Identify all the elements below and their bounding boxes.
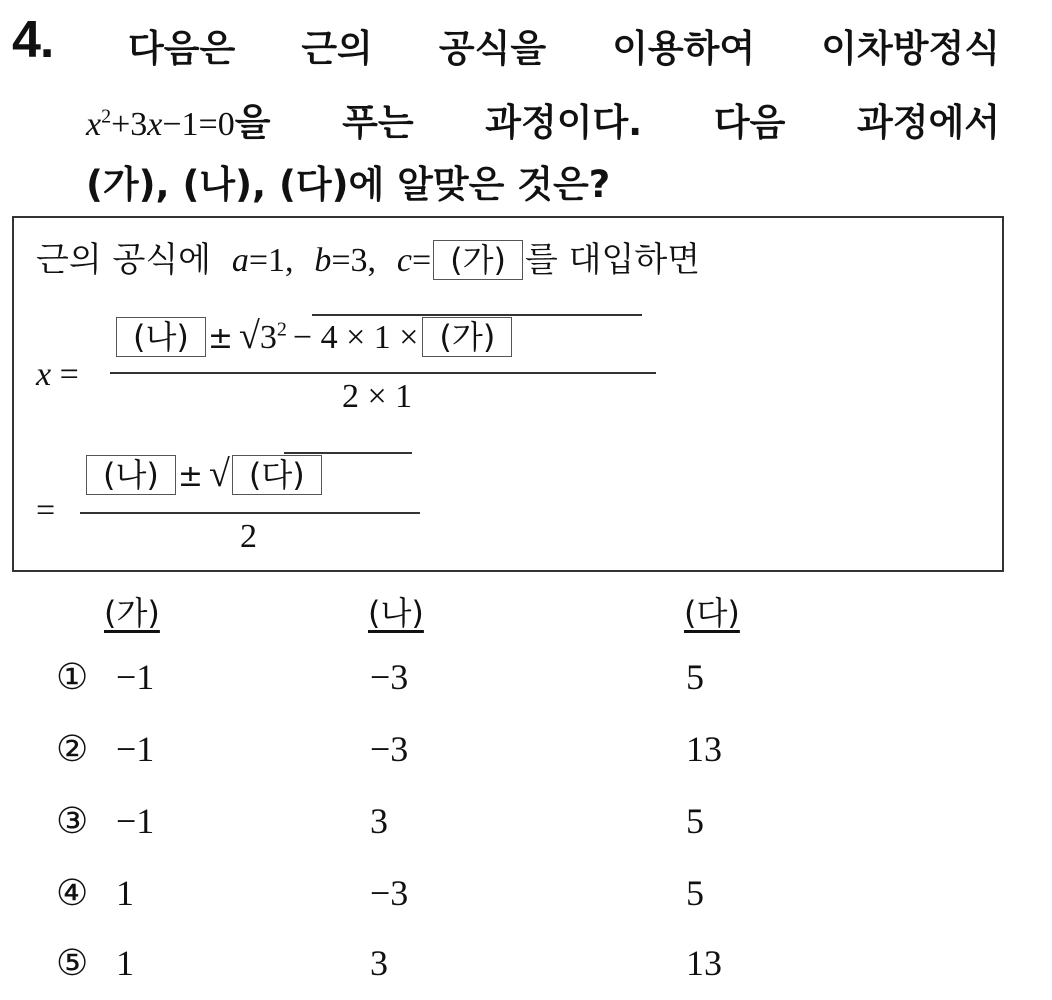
plus-minus-2: ± xyxy=(177,459,204,494)
choice-na-value: −3 xyxy=(370,873,409,913)
solution-box xyxy=(12,216,1004,572)
question-word: 근의 xyxy=(301,27,373,70)
question-word: 푸는 xyxy=(342,101,414,144)
box-line-1 xyxy=(36,232,700,281)
plus-minus: ± xyxy=(207,321,234,356)
choice-ga-value: −1 xyxy=(116,801,155,841)
equals-sign: = xyxy=(36,492,56,529)
question-word: 공식을 xyxy=(438,27,547,70)
numerator-1 xyxy=(110,314,514,358)
blank-da: (다) xyxy=(232,455,322,495)
choice-na-value: −3 xyxy=(370,657,409,697)
choice-na-value: −3 xyxy=(370,729,409,769)
question-word: 과정이다. xyxy=(485,101,643,144)
choice-number: ③ xyxy=(56,801,89,841)
radical-vinculum-2 xyxy=(284,452,412,454)
question-line-2 xyxy=(86,92,1000,146)
header-ga: (가) xyxy=(104,594,160,632)
x-equals: x = xyxy=(36,356,79,393)
blank-na-2: (나) xyxy=(86,455,176,495)
equation-with-suffix xyxy=(86,92,270,146)
blank-na: (나) xyxy=(116,317,206,357)
choice-number: ⑤ xyxy=(56,943,89,983)
question-word: 다음은 xyxy=(128,27,236,70)
choice-na-value: 3 xyxy=(370,943,388,983)
blank-ga-2: (가) xyxy=(422,317,512,357)
question-word: 이차방정식 xyxy=(821,27,1000,70)
choice-number: ④ xyxy=(56,873,89,913)
choice-da-value: 5 xyxy=(686,657,704,697)
radical-sign: √ xyxy=(239,315,260,357)
blank-ga: (가) xyxy=(433,240,523,280)
question-word: 이용하여 xyxy=(612,27,756,70)
choice-da-value: 13 xyxy=(686,943,722,983)
quadratic-equation: $x^2+3x-1=0$ xyxy=(86,105,235,143)
question-line-3: (가), (나), (다)에 알맞은 것은? xyxy=(86,163,611,206)
choice-row-4[interactable] xyxy=(0,872,1052,928)
choice-number: ① xyxy=(56,657,89,697)
choice-row-3[interactable] xyxy=(0,800,1052,856)
numerator-2 xyxy=(80,452,324,496)
denominator-2: 2 xyxy=(240,518,257,555)
choice-ga-value: 1 xyxy=(116,873,134,913)
choice-number: ② xyxy=(56,729,89,769)
header-na: (나) xyxy=(368,594,424,632)
choice-ga-value: −1 xyxy=(116,729,155,769)
coef-b: b=3, xyxy=(314,242,377,279)
header-da: (다) xyxy=(684,594,740,632)
question-number: 4. xyxy=(12,11,54,69)
choice-ga-value: −1 xyxy=(116,657,155,697)
choice-na-value: 3 xyxy=(370,801,388,841)
denominator-1: 2 × 1 xyxy=(342,378,413,415)
choice-ga-value: 1 xyxy=(116,943,134,983)
choice-da-value: 5 xyxy=(686,873,704,913)
box-line1-post: 를 대입하면 xyxy=(525,240,701,280)
choice-da-value: 5 xyxy=(686,801,704,841)
radical-vinculum xyxy=(312,314,642,316)
question-word: 과정에서 xyxy=(856,101,1000,144)
fraction-bar-2 xyxy=(80,512,420,514)
fraction-bar-1 xyxy=(110,372,656,374)
question-word: 다음 xyxy=(713,101,786,144)
radical-sign-2: √ xyxy=(209,453,230,495)
choice-row-5[interactable] xyxy=(0,942,1052,998)
coef-c: c= xyxy=(396,242,432,279)
question-line-1 xyxy=(128,18,1000,72)
choice-row-1[interactable] xyxy=(0,656,1052,712)
radicand-base: 3 xyxy=(259,319,277,356)
box-line1-pre: 근의 공식에 xyxy=(36,240,212,280)
radicand-rest: − 4 × 1 × xyxy=(292,319,419,356)
coef-a: a=1, xyxy=(231,242,294,279)
radicand-exponent: 2 xyxy=(276,318,287,341)
choice-row-2[interactable] xyxy=(0,728,1052,784)
equation-suffix: 을 xyxy=(234,101,271,144)
choice-da-value: 13 xyxy=(686,729,722,769)
